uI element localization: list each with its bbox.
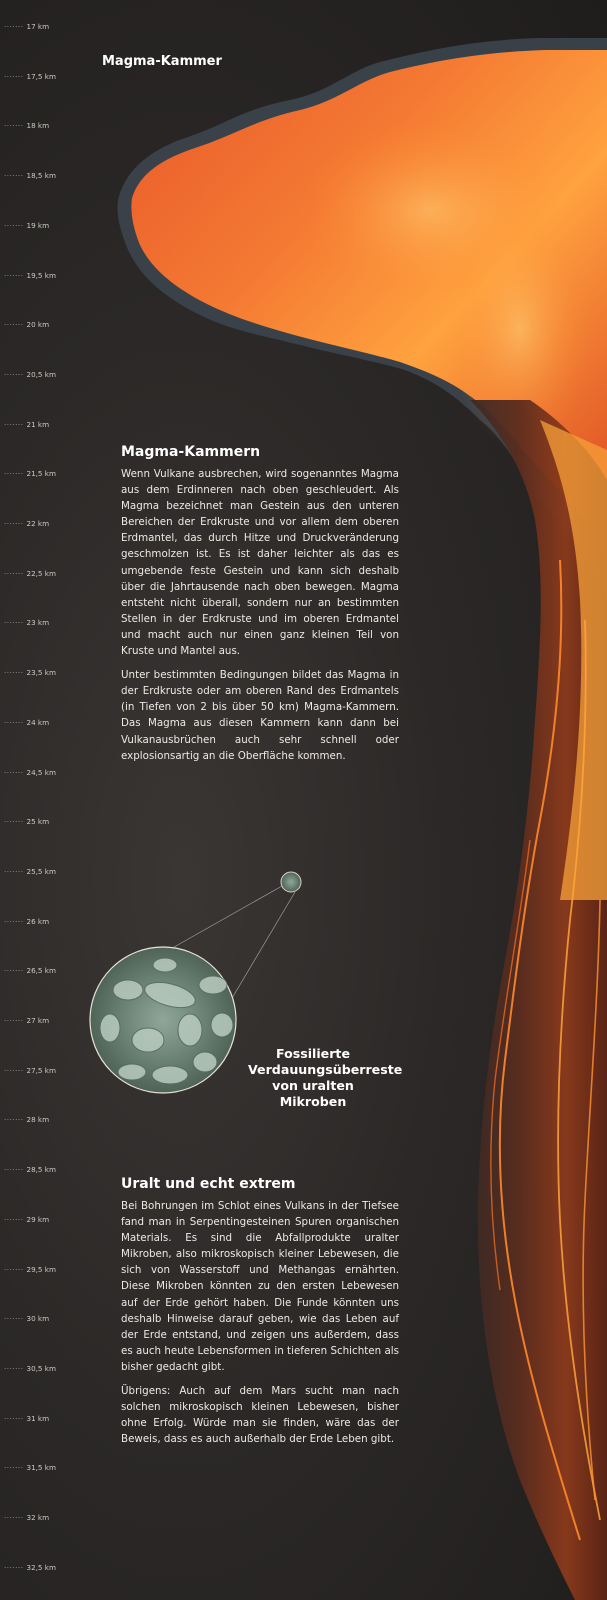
depth-tick: ······· 31 km (4, 1413, 50, 1423)
sample-dot (281, 872, 301, 892)
depth-tick-label: 20,5 km (26, 369, 56, 379)
depth-tick: ······· 23,5 km (4, 668, 56, 678)
depth-tick-label: 30 km (26, 1314, 50, 1324)
section-magma-kammern (121, 444, 399, 772)
depth-tick: ······· 19 km (4, 220, 50, 230)
depth-tick: ······· 23 km (4, 618, 50, 628)
paragraph: Übrigens: Auch auf dem Mars sucht man nach solchen mikroskopisch kleinen Lebewesen, bisher ohne Erfolg. Würde man sie finden, wäre das der Beweis, dass es auch außerhalb der Erde Leben gibt. (121, 1385, 399, 1446)
depth-tick: ······· 28,5 km (4, 1165, 56, 1175)
depth-tick-label: 27 km (26, 1016, 50, 1025)
section-title: Magma-Kammern (121, 444, 261, 460)
depth-tick: ······· 27,5 km (4, 1065, 56, 1075)
depth-tick: ······· 19,5 km (4, 270, 56, 280)
depth-tick: ······· 20,5 km (4, 369, 56, 379)
depth-tick: ······· 28 km (4, 1115, 50, 1125)
depth-tick: ······· 17 km (4, 22, 50, 31)
depth-tick: ······· 22 km (4, 519, 50, 528)
depth-tick-label: 29,5 km (26, 1264, 56, 1274)
depth-tick-label: 21,5 km (26, 469, 56, 479)
depth-tick-label: 31,5 km (26, 1463, 56, 1473)
depth-tick: ······· 30,5 km (4, 1363, 56, 1373)
depth-tick: ······· 21,5 km (4, 469, 56, 479)
depth-tick-label: 20 km (26, 320, 50, 330)
depth-tick-label: 32 km (26, 1513, 50, 1522)
depth-tick: ······· 31,5 km (4, 1463, 56, 1473)
depth-tick-label: 26,5 km (26, 966, 56, 976)
depth-ruler (0, 0, 80, 1600)
depth-tick-label: 17,5 km (26, 71, 56, 81)
depth-tick: ······· 29 km (4, 1214, 50, 1224)
depth-tick-label: 22,5 km (26, 568, 56, 578)
depth-tick-label: 29 km (26, 1214, 50, 1224)
paragraph: Unter bestimmten Bedingungen bildet das Magma in der Erdkruste oder am oberen Rand des Erdmantels (in Tiefen von 2 bis über 50 km) Magma-Kammern. Das Magma aus diesen Kammern kann dann bei Vulkanausbrüchen auch sehr schnell oder explosionsartig an die Oberfläche kommen. (121, 669, 399, 762)
depth-tick-label: 19 km (26, 220, 50, 230)
depth-tick-label: 22 km (26, 519, 50, 528)
depth-tick: ······· 21 km (4, 419, 50, 429)
depth-tick-label: 26 km (26, 916, 50, 926)
paragraph: Bei Bohrungen im Schlot eines Vulkans in der Tiefsee fand man in Serpentingesteinen Spuren organischen Materials. Es sind die Abfallprodukte uralter Mikroben, also mikroskopisch kleiner Lebewesen, die sich von Wasserstoff und Methangas ernährten. Diese Mikroben könnten zu den ersten Lebewesen auf der Erde gehört haben. Die Funde könnten uns deshalb Hinweise darauf geben, wie das Leben auf der Erde entstand, und zeigen uns außerdem, dass es auch heute Lebensformen in tieferen Schichten als bisher gedacht gibt. (121, 1200, 399, 1373)
chamber-label: Magma-Kammer (102, 54, 222, 69)
depth-tick-label: 28 km (26, 1115, 50, 1125)
depth-tick-label: 25,5 km (26, 866, 56, 876)
depth-tick: ······· 27 km (4, 1016, 50, 1025)
depth-tick-label: 27,5 km (26, 1065, 56, 1075)
depth-tick: ······· 30 km (4, 1314, 50, 1324)
depth-tick-label: 24,5 km (26, 767, 56, 777)
depth-tick: ······· 24,5 km (4, 767, 56, 777)
depth-tick-label: 31 km (26, 1413, 50, 1423)
depth-tick-label: 28,5 km (26, 1165, 56, 1175)
depth-tick: ······· 22,5 km (4, 568, 56, 578)
fossil-caption: Fossilierte Verdauungsüberreste von uralten Mikroben (248, 1046, 403, 1109)
depth-tick: ······· 24 km (4, 717, 50, 727)
depth-tick-label: 18,5 km (26, 171, 56, 181)
depth-tick: ······· 32,5 km (4, 1562, 56, 1572)
depth-tick-label: 21 km (26, 419, 50, 429)
depth-tick: ······· 18,5 km (4, 171, 56, 181)
depth-tick: ······· 26,5 km (4, 966, 56, 976)
depth-tick-label: 32,5 km (26, 1562, 56, 1572)
depth-tick: ······· 26 km (4, 916, 50, 926)
depth-tick-label: 18 km (26, 121, 50, 131)
depth-tick: ······· 25,5 km (4, 866, 56, 876)
section-uralt (121, 1176, 399, 1455)
depth-tick-label: 30,5 km (26, 1363, 56, 1373)
depth-tick: ······· 18 km (4, 121, 50, 131)
depth-tick-label: 24 km (26, 717, 50, 727)
depth-tick: ······· 29,5 km (4, 1264, 56, 1274)
section-title: Uralt und echt extrem (121, 1176, 296, 1192)
depth-tick: ······· 25 km (4, 817, 50, 827)
depth-tick-label: 23 km (26, 618, 50, 628)
paragraph: Wenn Vulkane ausbrechen, wird sogenanntes Magma aus dem Erdinneren nach oben geschleudert. Als Magma bezeichnet man Gestein aus den unteren Bereichen der Erdkruste und vor allem dem oberen Erdmantel, das durch Hitze und Druckveränderung geschmolzen ist. Es ist daher leichter als das es umgebende feste Gestein und kann sich deshalb über die Jahrtausende nach oben bewegen. Magma entsteht nicht überall, sondern nur an bestimmten Stellen in der Erdkruste und im oberen Erdmantel und macht auch nur einen ganz kleinen Teil von Kruste und Mantel aus. (121, 468, 399, 658)
depth-tick-label: 19,5 km (26, 270, 56, 280)
depth-tick-label: 23,5 km (26, 668, 56, 678)
depth-tick-label: 25 km (26, 817, 50, 827)
depth-tick: ······· 32 km (4, 1513, 50, 1522)
depth-tick-label: 17 km (26, 22, 50, 31)
depth-tick: ······· 20 km (4, 320, 50, 330)
depth-tick: ······· 17,5 km (4, 71, 56, 81)
